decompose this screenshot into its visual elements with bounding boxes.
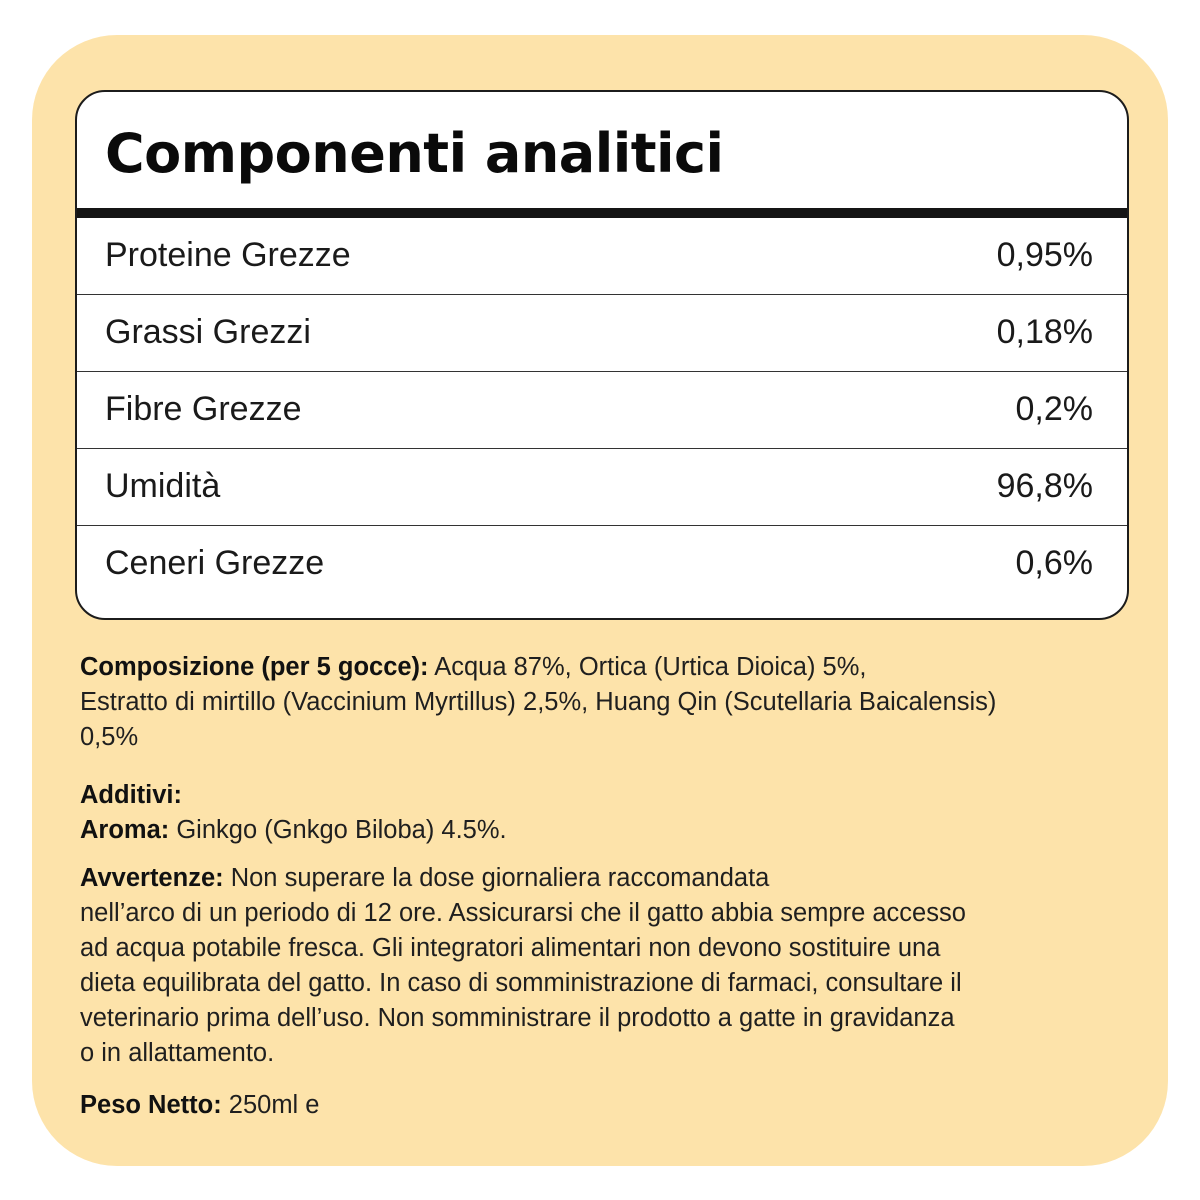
table-row	[77, 449, 1127, 526]
additives-heading: Additivi:	[80, 781, 182, 809]
warnings-label: Avvertenze:	[80, 864, 224, 892]
row-label: Fibre Grezze	[105, 390, 302, 428]
aroma-text: Ginkgo (Gnkgo Biloba) 4.5%.	[169, 816, 507, 844]
net-weight-line	[80, 1088, 1140, 1123]
composition-label: Composizione (per 5 gocce):	[80, 653, 429, 681]
warnings-line: nell’arco di un periodo di 12 ore. Assicurarsi che il gatto abbia sempre accesso	[80, 899, 966, 927]
table-title: Componenti analitici	[105, 122, 724, 185]
warnings-line: o in allattamento.	[80, 1039, 275, 1067]
composition-line: Estratto di mirtillo (Vaccinium Myrtillus) 2,5%, Huang Qin (Scutellaria Baicalensis)	[80, 688, 997, 716]
warnings-line	[80, 861, 1140, 896]
additives-section	[80, 778, 1140, 848]
composition-line: 0,5%	[80, 723, 139, 751]
composition-section	[80, 650, 1140, 755]
row-value: 96,8%	[996, 467, 1093, 505]
analytical-components-table	[75, 90, 1129, 620]
aroma-line	[80, 813, 1140, 848]
warnings-line: ad acqua potabile fresca. Gli integratori alimentari non devono sostituire una	[80, 934, 941, 962]
row-label: Umidità	[105, 467, 221, 505]
row-label: Grassi Grezzi	[105, 313, 311, 351]
warnings-text: Non superare la dose giornaliera raccomandata	[223, 864, 770, 892]
table-row	[77, 295, 1127, 372]
aroma-label: Aroma:	[80, 816, 170, 844]
row-label: Proteine Grezze	[105, 236, 351, 274]
net-weight-value: 250ml e	[221, 1091, 320, 1119]
composition-text: Acqua 87%, Ortica (Urtica Dioica) 5%,	[428, 653, 867, 681]
row-label: Ceneri Grezze	[105, 544, 325, 582]
row-value: 0,6%	[1015, 544, 1093, 582]
title-divider	[77, 208, 1127, 218]
row-value: 0,18%	[996, 313, 1093, 351]
warnings-line: veterinario prima dell’uso. Non somministrare il prodotto a gatte in gravidanza	[80, 1004, 955, 1032]
warnings-line: dieta equilibrata del gatto. In caso di somministrazione di farmaci, consultare il	[80, 969, 962, 997]
row-value: 0,95%	[996, 236, 1093, 274]
table-rows	[77, 218, 1127, 603]
table-row	[77, 526, 1127, 603]
table-row	[77, 372, 1127, 449]
composition-line	[80, 650, 1140, 685]
net-weight-label: Peso Netto:	[80, 1091, 222, 1119]
warnings-section	[80, 861, 1140, 1071]
row-value: 0,2%	[1015, 390, 1093, 428]
net-weight-section	[80, 1088, 1140, 1123]
additives-heading-line	[80, 778, 1140, 813]
table-row	[77, 218, 1127, 295]
